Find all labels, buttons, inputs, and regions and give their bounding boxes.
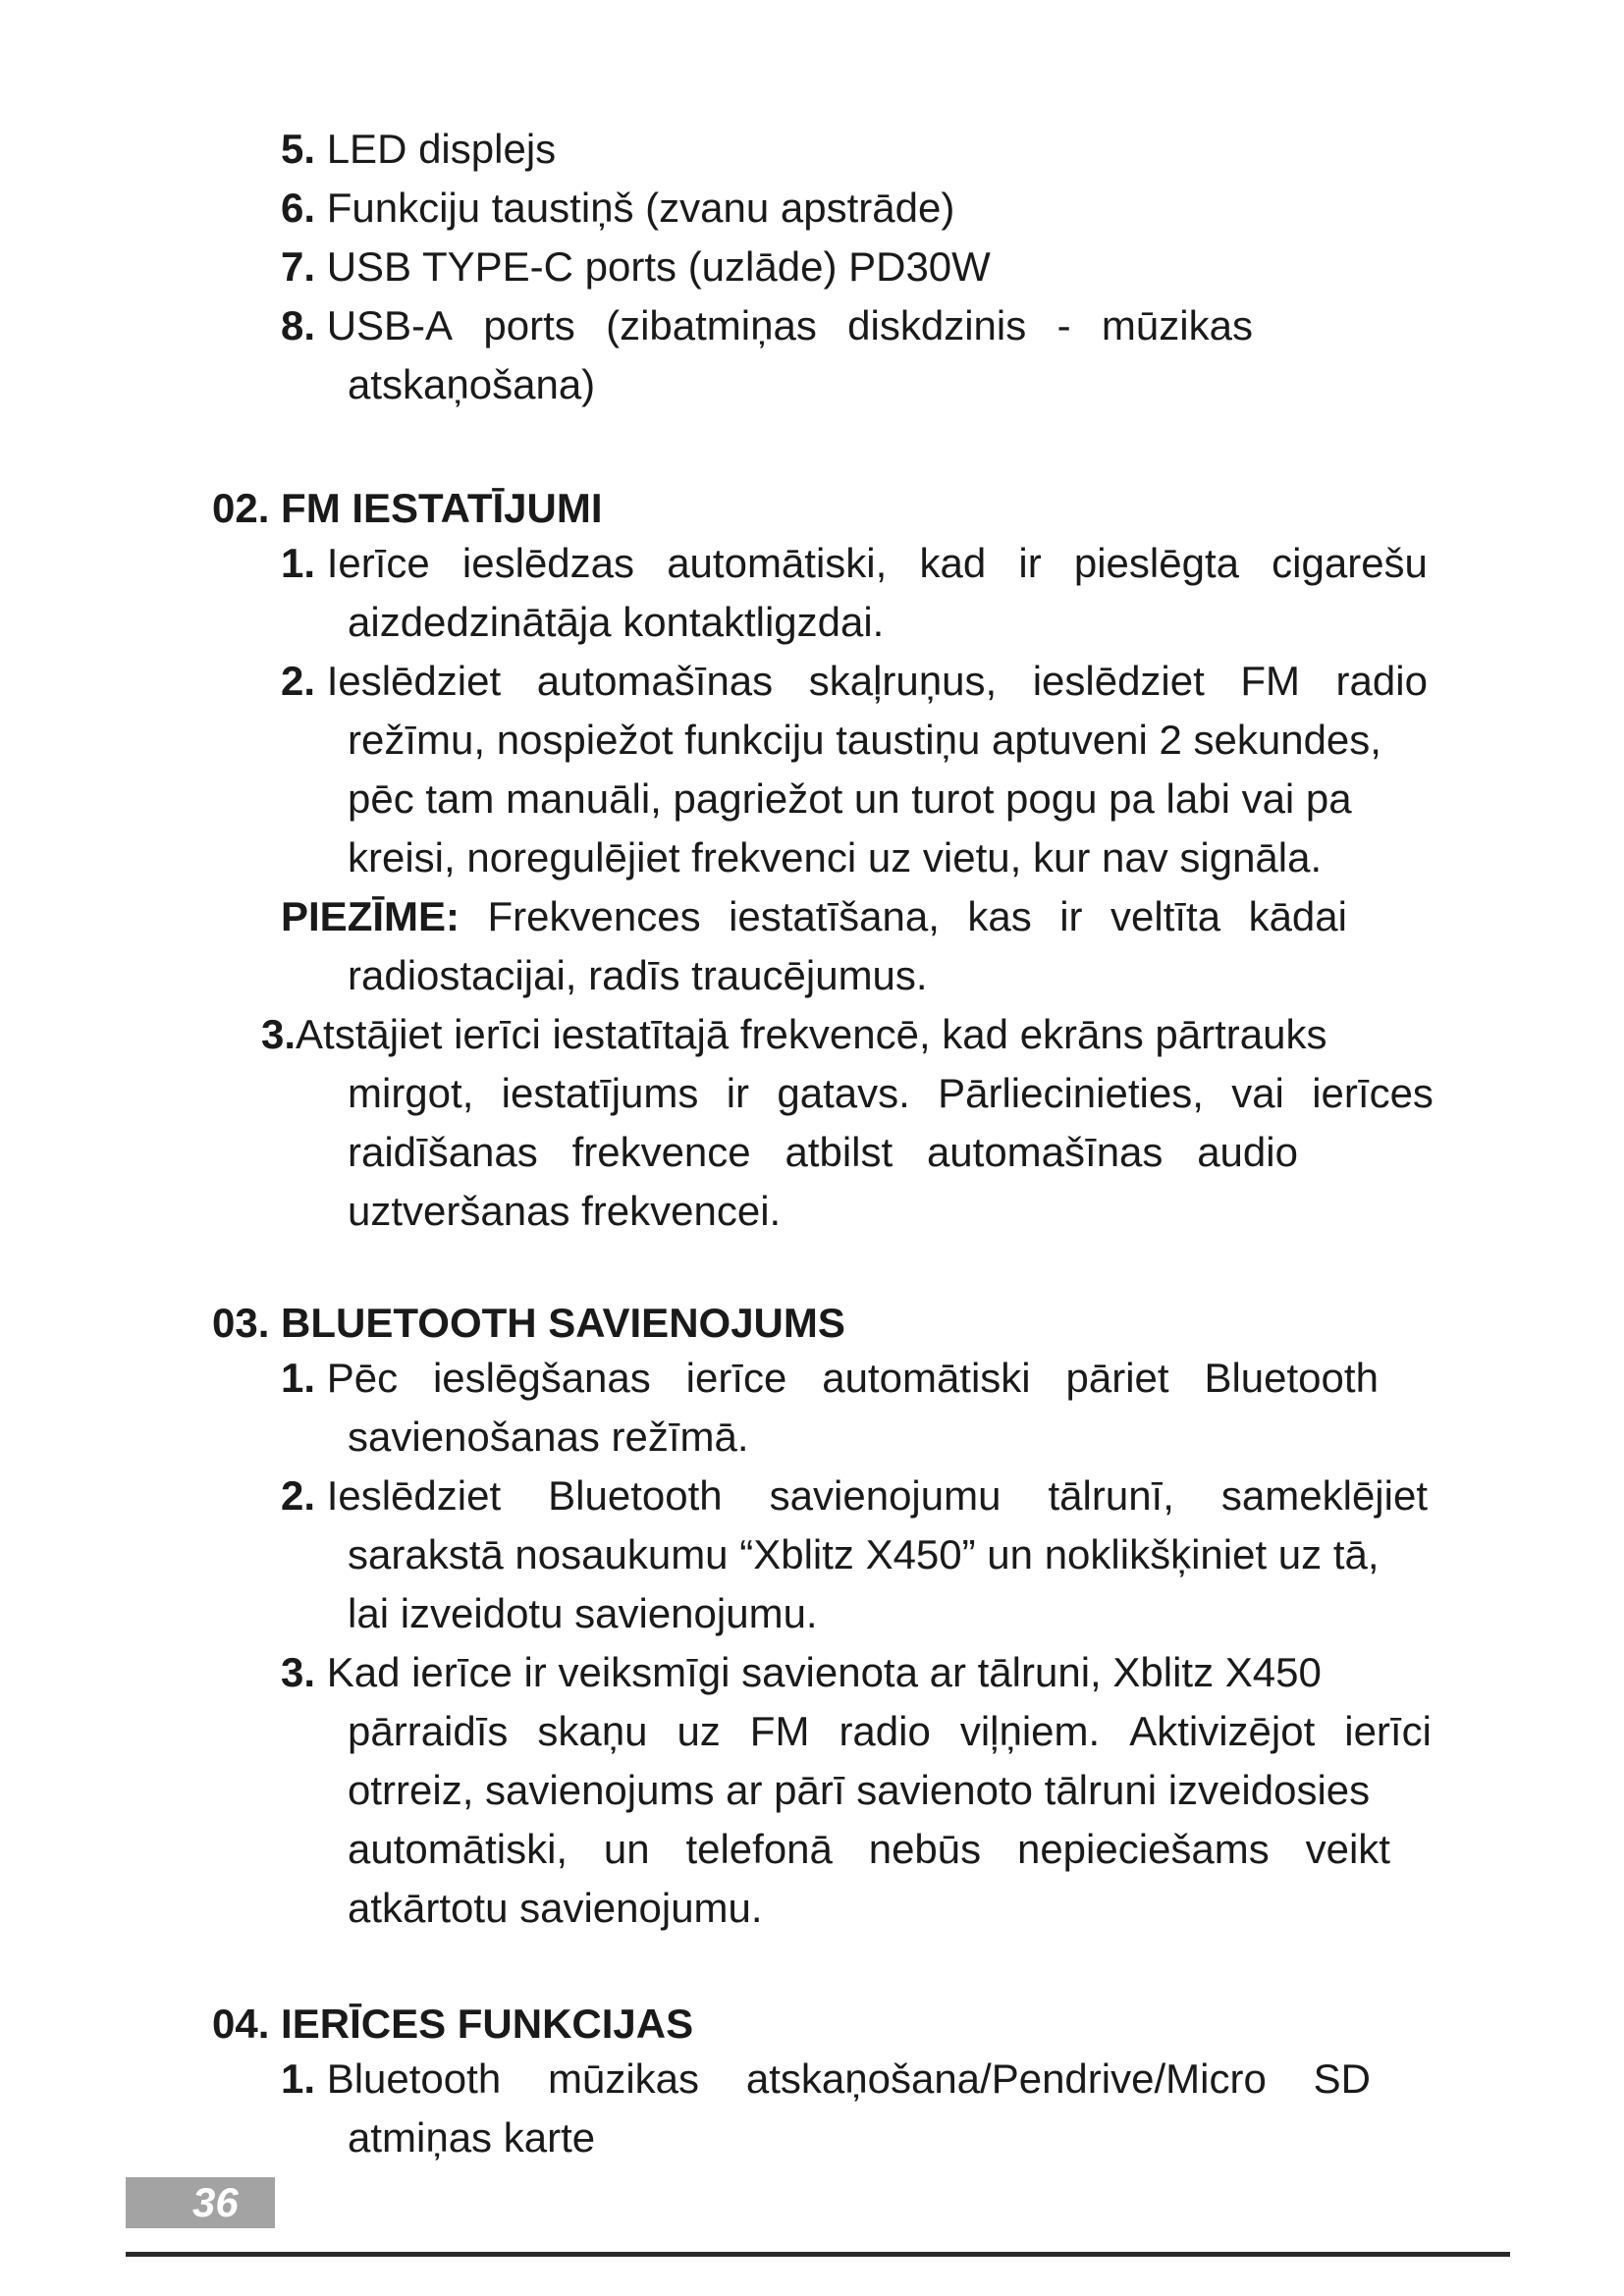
word: iestatīšana, <box>729 893 940 939</box>
word: ir <box>1018 540 1042 586</box>
functions-item-1-lead <box>281 2050 501 2109</box>
word: uz <box>677 1708 721 1754</box>
list-text: LED displejs <box>326 126 557 172</box>
list-number: 3. <box>281 1649 316 1695</box>
list-number: 8. <box>281 302 316 348</box>
list-item-7 <box>281 238 991 296</box>
functions-item-1-line-1 <box>281 2050 1371 2109</box>
list-word: ports <box>483 302 575 348</box>
word: vai <box>1231 1070 1284 1116</box>
word: mūzikas <box>548 2056 700 2102</box>
fm-item-3-line-2 <box>348 1064 1434 1123</box>
list-word: - <box>1056 302 1071 348</box>
word: nebūs <box>868 1826 982 1872</box>
fm-item-1-line-1 <box>281 534 1428 593</box>
word: tālrunī, <box>1048 1472 1174 1519</box>
fm-item-2-lead <box>281 652 501 711</box>
list-number: 2. <box>281 1472 316 1519</box>
bt-item-3-line-2 <box>348 1702 1432 1761</box>
fm-item-1-line-2: aizdedzinātāja kontaktligzdai. <box>348 599 885 645</box>
note-label: PIEZĪME: <box>281 893 460 939</box>
list-item-6 <box>281 179 954 238</box>
list-number: 3. <box>261 1011 297 1057</box>
fm-note-line-1 <box>281 887 1347 946</box>
word: telefonā <box>685 1826 833 1872</box>
word: pieslēgta <box>1073 540 1239 586</box>
word: kad <box>919 540 987 586</box>
word: ieslēdzas <box>461 540 635 586</box>
word: pārraidīs <box>348 1708 509 1754</box>
section-heading-bluetooth: 03. BLUETOOTH SAVIENOJUMS <box>212 1300 845 1346</box>
footer-rule <box>126 2252 1510 2257</box>
word: atskaņošana/Pendrive/Micro <box>745 2056 1267 2102</box>
word: Bluetooth <box>326 2056 502 2102</box>
fm-item-3-line-3 <box>348 1123 1298 1182</box>
word: Bluetooth <box>1204 1355 1379 1401</box>
word: Bluetooth <box>548 1472 723 1519</box>
word: Pēc <box>326 1355 399 1401</box>
section-heading-fm: 02. FM IESTATĪJUMI <box>212 485 603 531</box>
bt-item-1-line-1 <box>281 1349 1379 1408</box>
word: ierīci <box>1344 1708 1432 1754</box>
word: Aktivizējot <box>1129 1708 1316 1754</box>
word: SD <box>1313 2056 1371 2102</box>
fm-item-3-line-1 <box>261 1005 1327 1064</box>
list-item-8 <box>281 296 1253 355</box>
word: gatavs. <box>777 1070 910 1116</box>
word: iestatījums <box>501 1070 699 1116</box>
word: ieslēdziet <box>1032 658 1205 704</box>
page-number: 36 <box>192 2179 239 2225</box>
line-text: Atstājiet ierīci iestatītajā frekvencē, kad ekrāns pārtrauks <box>296 1011 1327 1057</box>
fm-item-2-line-3: pēc tam manuāli, pagriežot un turot pogu pa labi vai pa <box>348 775 1352 822</box>
word: Ierīce <box>326 540 430 586</box>
word: ieslēgšanas <box>432 1355 651 1401</box>
word: cigarešu <box>1272 540 1428 586</box>
word: radio <box>839 1708 931 1754</box>
list-number: 6. <box>281 185 316 231</box>
word: sameklējiet <box>1220 1472 1428 1519</box>
list-number: 5. <box>281 126 316 172</box>
word: ierīce <box>685 1355 787 1401</box>
word: automašīnas <box>536 658 774 704</box>
word: nepieciešams <box>1016 1826 1270 1872</box>
word: veltīta <box>1110 893 1221 939</box>
list-text: Funkciju taustiņš (zvanu apstrāde) <box>326 185 955 231</box>
word: raidīšanas <box>348 1129 538 1175</box>
list-item-8-continuation: atskaņošana) <box>348 361 596 407</box>
word: FM <box>1240 658 1300 704</box>
bt-item-1-line-2: savienošanas režīmā. <box>348 1414 749 1460</box>
word: automātiski, <box>667 540 888 586</box>
word: veikt <box>1305 1826 1390 1872</box>
bt-item-2-line-2: sarakstā nosaukumu “Xblitz X450” un noklikšķiniet uz tā, <box>348 1531 1380 1577</box>
list-word: (zibatmiņas <box>606 302 817 348</box>
word: ierīces <box>1312 1070 1434 1116</box>
word: FM <box>749 1708 810 1754</box>
word: frekvence <box>571 1129 751 1175</box>
word: Ieslēdziet <box>326 658 502 704</box>
section-heading-functions: 04. IERĪCES FUNKCIJAS <box>212 2001 694 2047</box>
word: savienojumu <box>769 1472 1001 1519</box>
fm-item-2-line-4: kreisi, noregulējiet frekvenci uz vietu, kur nav signāla. <box>348 834 1323 881</box>
line-text: Kad ierīce ir veiksmīgi savienota ar tālruni, Xblitz X450 <box>326 1649 1322 1695</box>
list-number: 1. <box>281 2056 316 2102</box>
list-word: mūzikas <box>1101 302 1253 348</box>
word: audio <box>1197 1129 1298 1175</box>
list-number: 7. <box>281 243 316 290</box>
bt-item-1-lead <box>281 1349 398 1408</box>
word: automašīnas <box>926 1129 1164 1175</box>
word: skaņu <box>537 1708 648 1754</box>
word: ir <box>726 1070 750 1116</box>
word: Pārliecinieties, <box>938 1070 1204 1116</box>
fm-note-line-2: radiostacijai, radīs traucējumus. <box>348 952 928 998</box>
word: automātiski, <box>348 1826 568 1872</box>
bt-item-2-lead <box>281 1467 501 1525</box>
bt-item-3-line-1 <box>281 1643 1322 1702</box>
word: Frekvences <box>487 893 701 939</box>
list-word: USB-A <box>326 302 454 348</box>
bt-item-2-line-1 <box>281 1467 1428 1525</box>
word: pāriet <box>1065 1355 1169 1401</box>
functions-item-1-line-2: atmiņas karte <box>348 2114 596 2161</box>
bt-item-3-line-3: otrreiz, savienojums ar pārī savienoto tālruni izveidosies <box>348 1767 1371 1813</box>
fm-item-2-line-2: režīmu, nospiežot funkciju taustiņu aptuveni 2 sekundes, <box>348 717 1381 763</box>
bt-item-3-line-5: atkārtotu savienojumu. <box>348 1885 763 1931</box>
list-item-5 <box>281 120 556 179</box>
list-number: 2. <box>281 658 316 704</box>
word: atbilst <box>785 1129 893 1175</box>
fm-item-1-lead <box>281 534 430 593</box>
fm-item-2-line-1 <box>281 652 1428 711</box>
word: automātiski <box>822 1355 1031 1401</box>
word: kas <box>967 893 1032 939</box>
fm-item-3-line-4: uztveršanas frekvencei. <box>348 1188 782 1234</box>
word: skaļruņus, <box>808 658 998 704</box>
word: un <box>603 1826 650 1872</box>
word: viļņiem. <box>959 1708 1101 1754</box>
word: radio <box>1335 658 1428 704</box>
bt-item-3-line-4 <box>348 1820 1390 1879</box>
list-word: diskdzinis <box>847 302 1027 348</box>
list-number: 1. <box>281 540 316 586</box>
list-number: 1. <box>281 1355 316 1401</box>
word: mirgot, <box>348 1070 474 1116</box>
bt-item-2-line-3: lai izveidotu savienojumu. <box>348 1590 818 1636</box>
word: kādai <box>1248 893 1347 939</box>
list-item-8-lead <box>281 296 453 355</box>
list-text: USB TYPE-C ports (uzlāde) PD30W <box>326 243 991 290</box>
word: ir <box>1059 893 1083 939</box>
word: Ieslēdziet <box>326 1472 502 1519</box>
